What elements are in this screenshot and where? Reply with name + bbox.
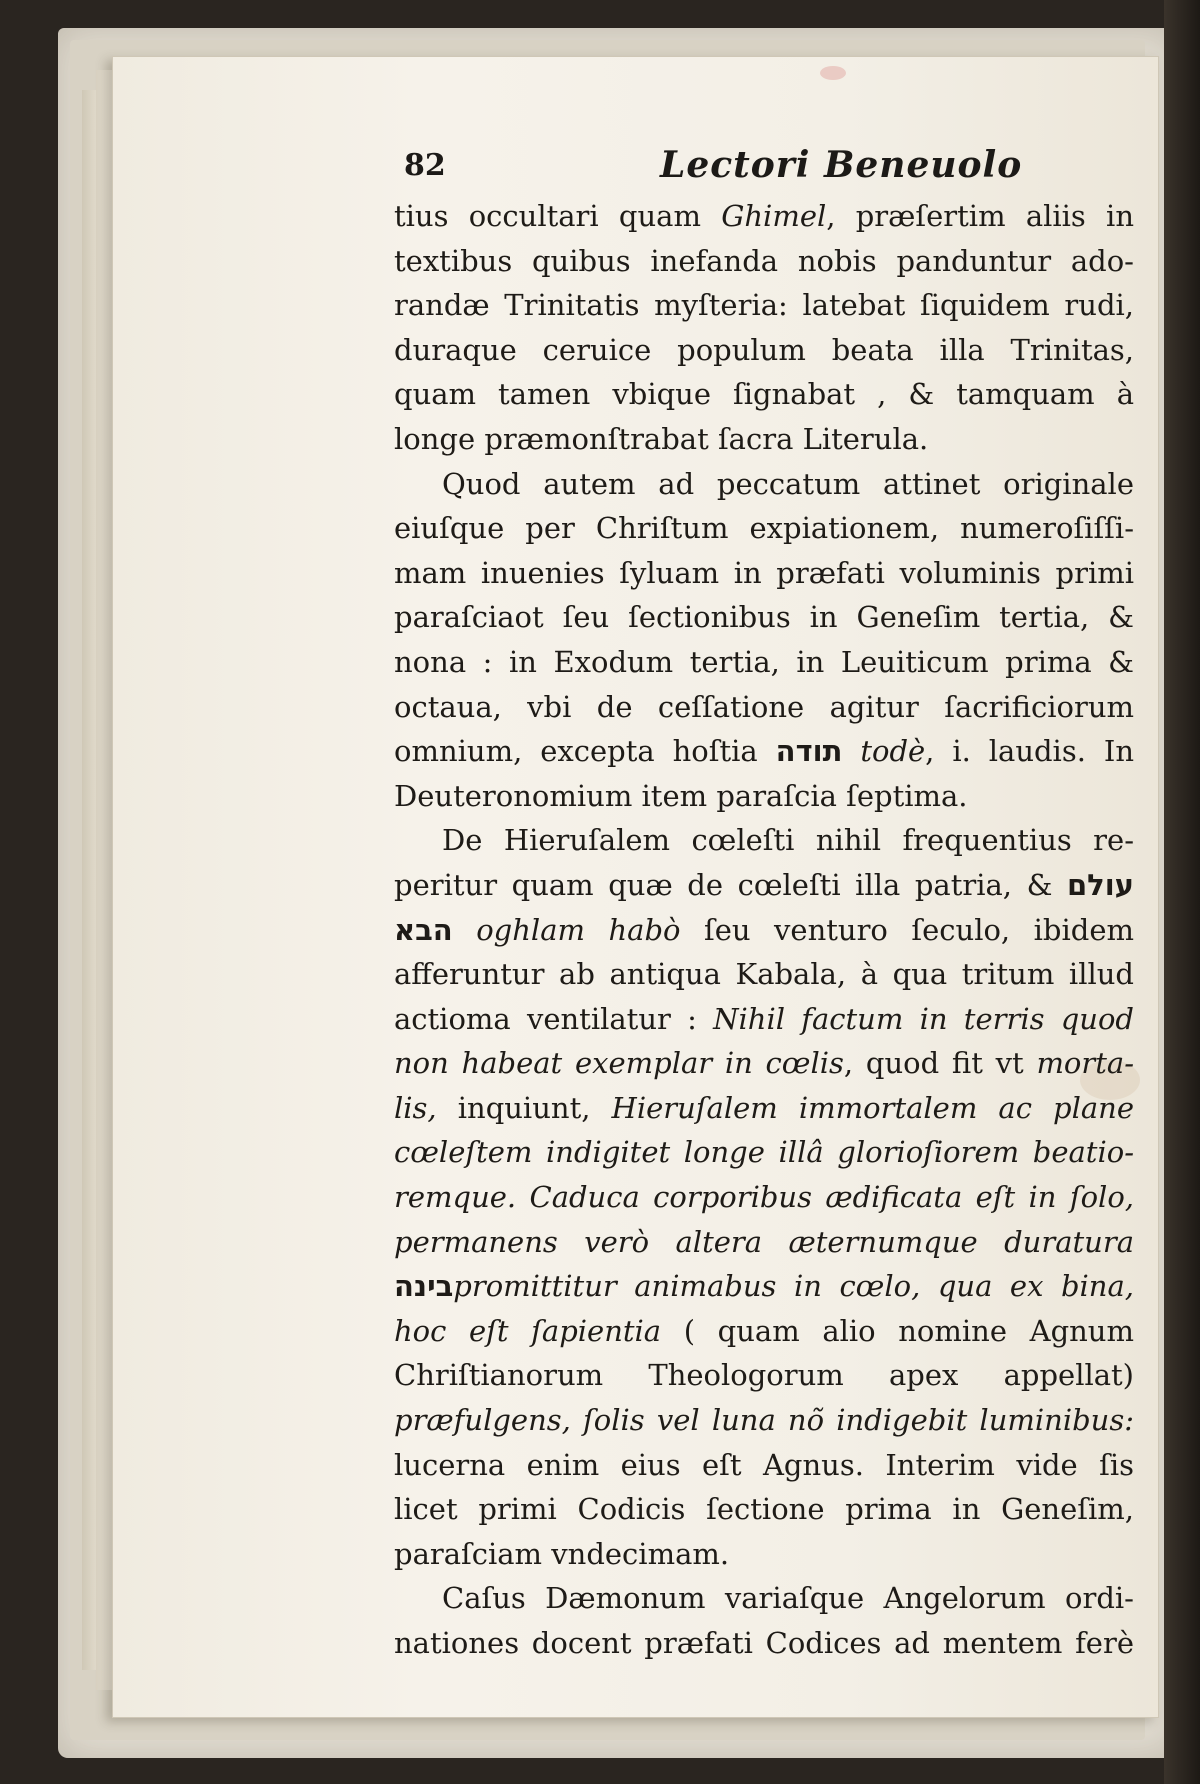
- text-line: [394, 1130, 1134, 1175]
- page-edge-stack: [82, 90, 96, 1670]
- hebrew-word: הבא: [394, 912, 453, 947]
- line-text: mam inuenies ſyluam in præfati voluminis primi: [394, 555, 1134, 590]
- italic-text: oghlam habò: [452, 912, 681, 947]
- text-line: [394, 1309, 1134, 1354]
- text-line: [394, 685, 1134, 730]
- line-text: Caſus Dæmonum variaſque Angelorum ordi-: [442, 1581, 1134, 1616]
- text-line: [394, 1086, 1134, 1131]
- hebrew-word: תודה: [775, 734, 843, 769]
- text-line: [394, 1175, 1134, 1220]
- italic-text: cœleſtem indigitet longe illâ glorioſiorem beatio-: [394, 1135, 1134, 1170]
- text-line: [394, 818, 1134, 863]
- line-text: inquiunt,: [436, 1090, 612, 1125]
- text-line: [394, 863, 1134, 908]
- italic-text: morta-: [1036, 1046, 1135, 1081]
- line-text: omnium, excepta hoſtia: [394, 734, 776, 769]
- text-line: [394, 640, 1134, 685]
- line-text: tius occultari quam: [394, 199, 722, 233]
- page-edge: [96, 70, 113, 1690]
- line-text: eiuſque per Chriſtum expiationem, numeroſiſſi-: [394, 511, 1134, 546]
- text-line: [394, 1443, 1134, 1488]
- text-line: [394, 1264, 1134, 1309]
- italic-text: præfulgens, ſolis vel luna nõ indigebit luminibus:: [394, 1403, 1134, 1438]
- text-line: [394, 417, 1134, 462]
- line-text: quam tamen vbique ſignabat , & tamquam à: [394, 377, 1134, 412]
- text-line: [394, 462, 1134, 507]
- text-line: [394, 1398, 1134, 1443]
- text-line: [394, 372, 1134, 417]
- line-text: octaua, vbi de ceſſatione agitur ſacrificiorum: [394, 689, 1134, 724]
- italic-text: permanens verò altera æternumque duratura: [394, 1224, 1134, 1259]
- line-text: paraſciam vndecimam.: [394, 1536, 730, 1571]
- body-text: [394, 194, 1134, 1666]
- text-line: [394, 1621, 1134, 1666]
- line-text: ſeu venturo ſeculo, ibidem: [680, 912, 1134, 947]
- line-text: licet primi Codicis ſectione prima in Geneſim,: [394, 1492, 1134, 1527]
- text-line: [394, 729, 1134, 774]
- italic-text: todè: [842, 734, 926, 769]
- hebrew-word: עולם: [1066, 867, 1134, 902]
- line-text: Chriſtianorum Theologorum apex appellat): [394, 1358, 1134, 1393]
- text-line: [394, 1220, 1134, 1265]
- italic-text: non habeat exemplar in cœlis: [394, 1046, 844, 1081]
- text-line: [394, 194, 1134, 239]
- line-text: peritur quam quæ de cœleſti illa patria, &: [394, 867, 1067, 902]
- text-line: [394, 997, 1134, 1042]
- text-line: [394, 1532, 1134, 1577]
- line-text: randæ Trinitatis myſteria: latebat ſiquidem rudi,: [394, 288, 1134, 323]
- text-line: [394, 1041, 1134, 1086]
- page-number: 82: [404, 148, 446, 183]
- text-line: [394, 239, 1134, 284]
- hebrew-word: בינה: [394, 1269, 454, 1304]
- line-text: Deuteronomium item paraſcia ſeptima.: [394, 778, 968, 813]
- italic-text: hoc eſt ſapientia: [394, 1313, 662, 1348]
- text-line: [394, 1487, 1134, 1532]
- text-line: [394, 908, 1134, 953]
- running-head: Lectori Beneuolo: [660, 144, 1023, 186]
- italic-text: Nihil factum in terris quod: [713, 1001, 1134, 1036]
- italic-text: Hieruſalem immortalem ac plane: [611, 1090, 1134, 1125]
- text-line: [394, 551, 1134, 596]
- italic-text: lis,: [394, 1090, 437, 1125]
- line-text: paraſciaot ſeu ſectionibus in Geneſim tertia, &: [394, 600, 1134, 635]
- line-text: De Hieruſalem cœleſti nihil frequentius re-: [442, 823, 1134, 858]
- line-text: duraque ceruice populum beata illa Trinitas,: [394, 332, 1134, 367]
- line-text: , quod fit vt: [843, 1046, 1037, 1081]
- text-line: [394, 1353, 1134, 1398]
- text-line: [394, 283, 1134, 328]
- italic-text: remque. Caduca corporibus ædificata eſt in ſolo,: [394, 1180, 1134, 1215]
- line-text: nona : in Exodum tertia, in Leuiticum prima &: [394, 644, 1134, 679]
- line-text: ( quam alio nomine Agnum: [661, 1313, 1134, 1348]
- paper-stain: [820, 66, 846, 80]
- italic-text: promittitur animabus in cœlo, qua ex: [453, 1269, 1061, 1304]
- italic-text: bina,: [1060, 1269, 1134, 1304]
- text-line: [394, 774, 1134, 819]
- line-text: , i. laudis. In: [925, 734, 1135, 769]
- text-line: [394, 506, 1134, 551]
- text-line: [394, 1576, 1134, 1621]
- text-line: [394, 328, 1134, 373]
- line-text: nationes docent præfati Codices ad mentem ferè: [394, 1626, 1134, 1660]
- line-text: actioma ventilatur :: [394, 1001, 714, 1036]
- line-text: lucerna enim eius eſt Agnus. Interim vide ſis: [394, 1447, 1134, 1482]
- text-line: [394, 952, 1134, 997]
- line-text: Quod autem ad peccatum attinet originale: [442, 466, 1134, 501]
- line-text: longe præmonſtrabat ſacra Literula.: [394, 421, 929, 456]
- right-binding-edge: [1164, 0, 1200, 1784]
- text-line: [394, 595, 1134, 640]
- italic-text: Ghimel: [721, 199, 827, 233]
- line-text: textibus quibus inefanda nobis panduntur ado-: [394, 243, 1134, 278]
- line-text: , præſertim aliis in: [826, 199, 1134, 233]
- line-text: afferuntur ab antiqua Kabala, à qua tritum illud: [394, 957, 1134, 992]
